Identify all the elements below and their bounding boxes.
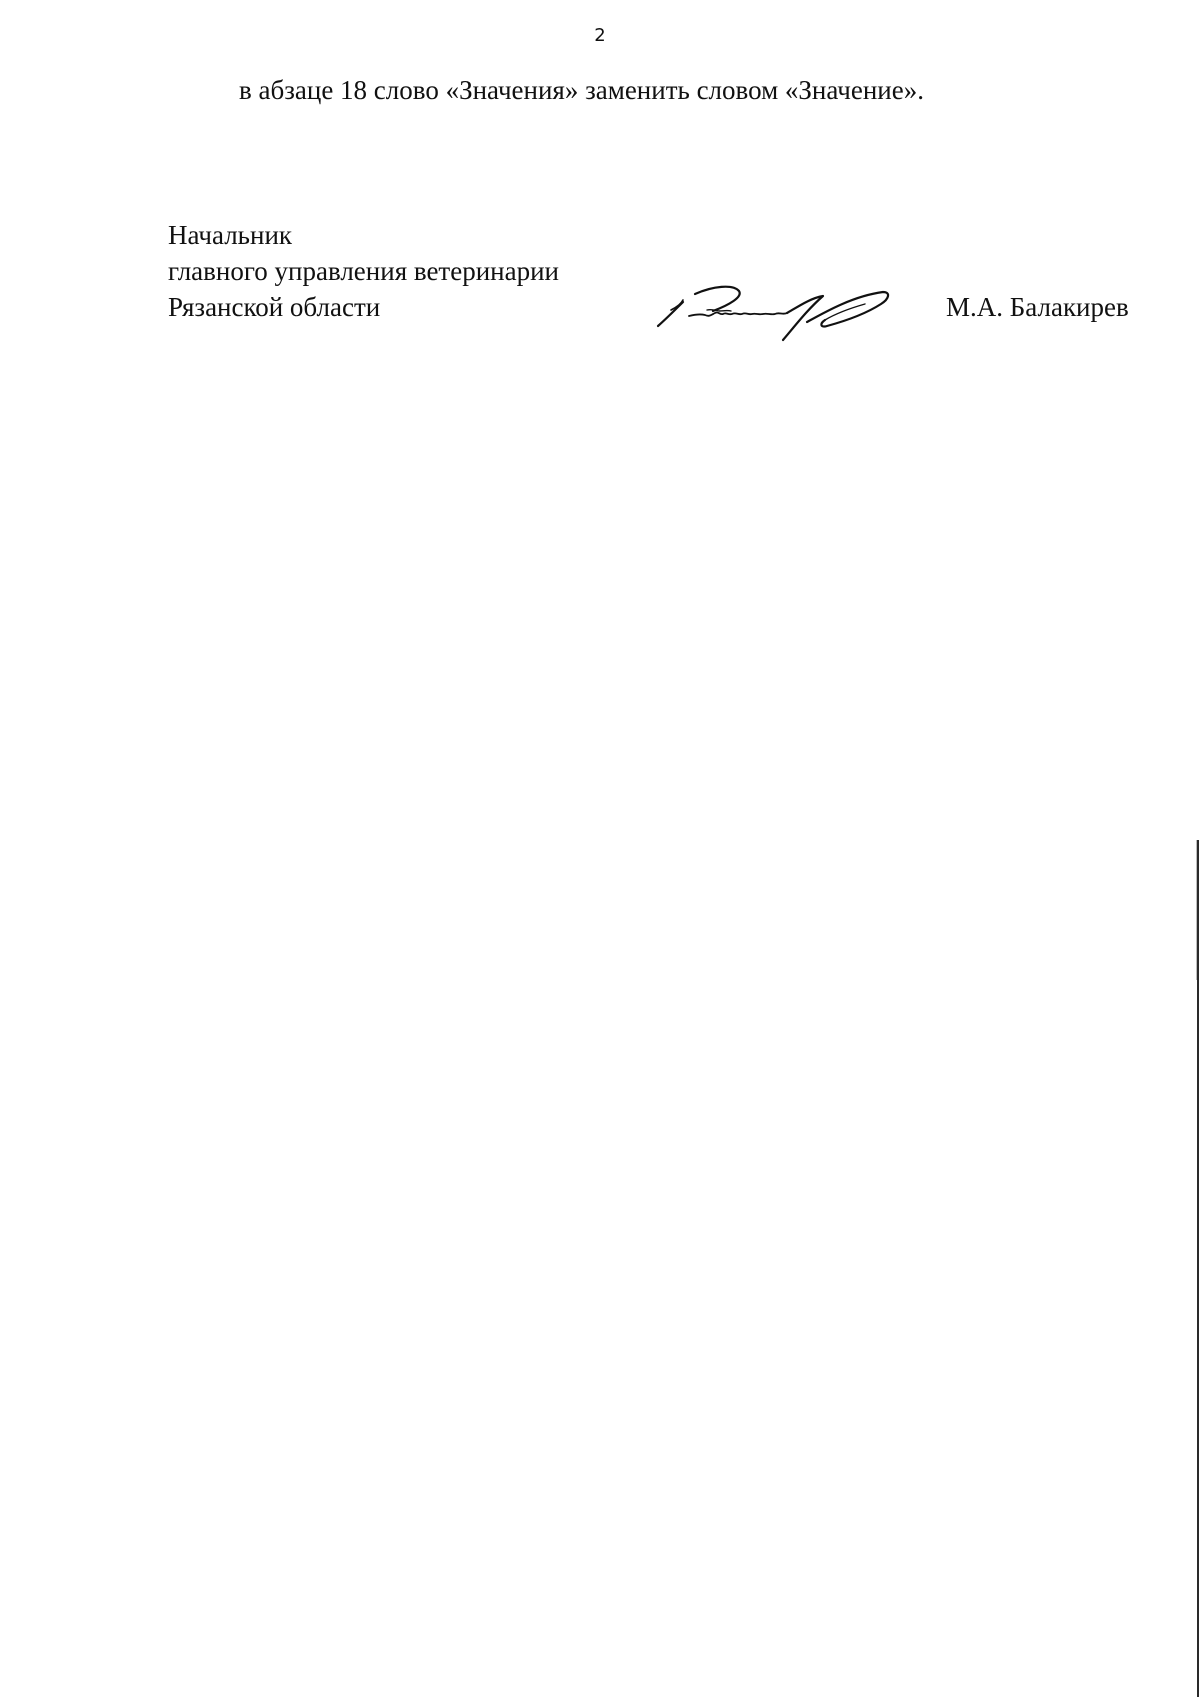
body-paragraph: в абзаце 18 слово «Значения» заменить словом «Значение». — [239, 75, 924, 105]
scan-edge-line — [1197, 840, 1199, 1697]
signatory-title — [168, 217, 559, 325]
signatory-title-line: Рязанской области — [168, 292, 381, 322]
signer-name: М.А. Балакирев — [946, 292, 1129, 322]
handwritten-signature-icon — [655, 280, 895, 352]
signatory-title-line: главного управления ветеринарии — [168, 256, 559, 286]
page-number: 2 — [594, 25, 606, 46]
signatory-title-line: Начальник — [168, 220, 293, 250]
